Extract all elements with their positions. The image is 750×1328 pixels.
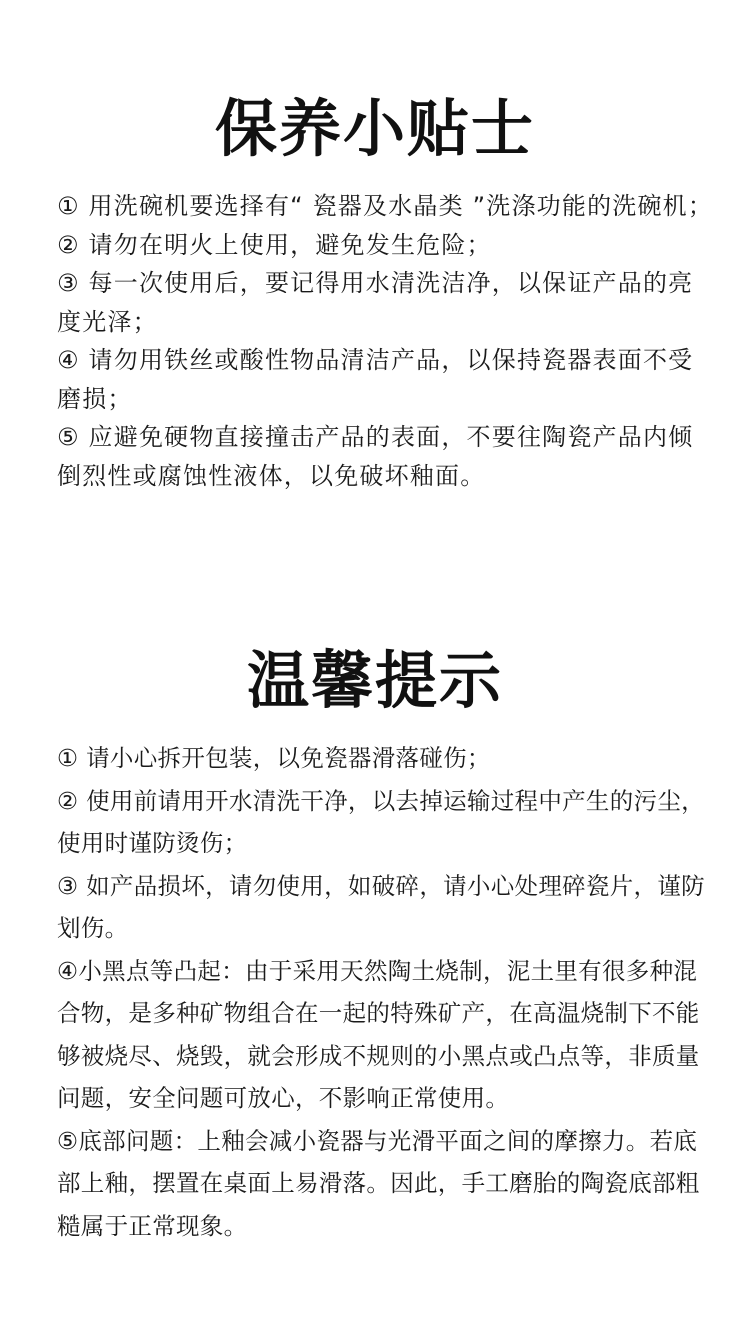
- warm-reminder-section: [57, 645, 717, 1247]
- warm-reminder-title: 温馨提示: [246, 644, 503, 717]
- care-tips-section: [57, 93, 717, 495]
- care-tip-2: ② 请勿在明火上使用，避免发生危险；: [57, 230, 492, 259]
- care-tip-5: ⑤ 应避免硬物直接撞击产品的表面，不要往陶瓷产品内倾倒烈性或腐蚀性液体，以免破坏釉面。: [57, 423, 694, 490]
- care-tips-title: 保养小贴士: [214, 92, 535, 165]
- reminder-item-3: ③ 如产品损坏，请勿使用，如破碎，请小心处理碎瓷片，谨防划伤。: [57, 871, 705, 942]
- care-tip-1: ① 用洗碗机要选择有“ 瓷器及水晶类 ”洗涤功能的洗碗机；: [57, 192, 714, 220]
- warm-reminder-list: [57, 737, 717, 1247]
- reminder-item-5: ⑤底部问题：上釉会减小瓷器与光滑平面之间的摩擦力。若底部上釉，摆置在桌面上易滑落。因此，手工磨胎的陶瓷底部粗糙属于正常现象。: [57, 1126, 700, 1240]
- reminder-item-2: ② 使用前请用开水清洗干净，以去掉运输过程中产生的污尘，使用时谨防烫伤；: [57, 786, 705, 857]
- care-tip-3: ③ 每一次使用后，要记得用水清洗洁净，以保证产品的亮度光泽；: [57, 269, 694, 336]
- reminder-item-4: ④小黑点等凸起：由于采用天然陶土烧制，泥土里有很多种混合物，是多种矿物组合在一起的特殊矿产，在高温烧制下不能够被烧尽、烧毁，就会形成不规则的小黑点或凸点等，非质量问题，安全问题可放心，不影响正常使用。: [57, 956, 700, 1112]
- care-tips-list: [57, 187, 717, 495]
- reminder-item-1: ① 请小心拆开包装，以免瓷器滑落碰伤；: [57, 744, 491, 772]
- care-tip-4: ④ 请勿用铁丝或酸性物品清洁产品，以保持瓷器表面不受磨损；: [57, 346, 694, 413]
